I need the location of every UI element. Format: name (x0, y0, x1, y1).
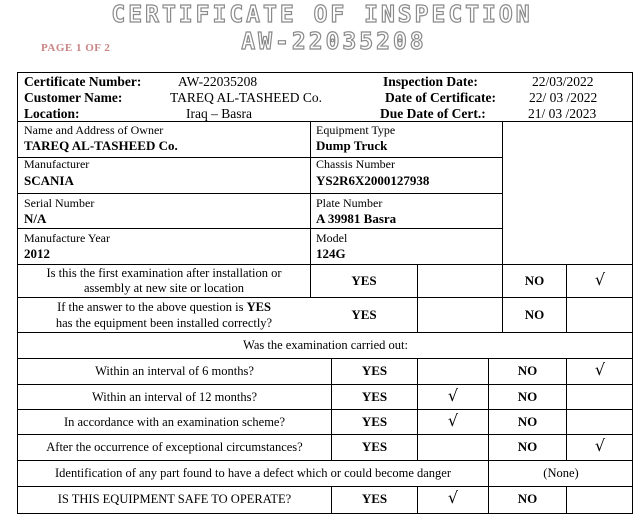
question-installed-yes-emphasis: YES (246, 300, 271, 314)
equipment-type-label: Equipment Type (316, 123, 396, 137)
cert-date-label: Date of Certificate: (385, 90, 496, 105)
customer-label: Customer Name: (24, 90, 123, 105)
divider (17, 228, 502, 229)
cert-date-value: 22/ 03 /2022 (529, 90, 598, 105)
equipment-type-value: Dump Truck (316, 138, 388, 153)
divider (17, 121, 633, 122)
question-first-exam-line2: assembly at new site or location (83, 281, 245, 295)
divider (17, 409, 633, 410)
exam-row-exceptional-no-check-icon: √ (594, 436, 606, 455)
location-label: Location: (24, 106, 80, 121)
divider (17, 297, 633, 298)
serial-label: Serial Number (24, 196, 95, 210)
exam-row-scheme-yes: YES (361, 414, 388, 429)
question-installed-line2: has the equipment been installed correctly? (55, 316, 273, 330)
safe-to-operate-question: IS THIS EQUIPMENT SAFE TO OPERATE? (57, 492, 292, 506)
divider (17, 157, 502, 158)
due-date-label: Due Date of Cert.: (380, 106, 486, 121)
model-value: 124G (316, 246, 346, 261)
exam-row-scheme-yes-check-icon: √ (447, 411, 459, 430)
divider (417, 264, 418, 332)
exam-row-exceptional-no: NO (517, 439, 538, 454)
certificate-title: CERTIFICATE OF INSPECTION (111, 2, 533, 28)
q2-yes-label: YES (351, 307, 377, 322)
exam-row-scheme: In accordance with an examination scheme? (63, 415, 286, 429)
q1-no-check-icon: √ (594, 270, 606, 289)
exam-row-6-months-no: NO (517, 363, 538, 378)
exam-row-scheme-no: NO (517, 414, 538, 429)
q2-no-label: NO (524, 307, 545, 322)
divider (17, 264, 633, 265)
page-indicator: PAGE 1 OF 2 (41, 42, 111, 54)
serial-value: N/A (24, 211, 47, 226)
q1-yes-label: YES (351, 273, 377, 288)
exam-row-12-months: Within an interval of 12 months? (91, 390, 258, 404)
divider (502, 121, 503, 264)
chassis-label: Chassis Number (316, 157, 395, 171)
defect-identification-label: Identification of any part found to have a defect which or could become danger (54, 466, 452, 480)
inspection-date-label: Inspection Date: (383, 74, 478, 89)
divider (17, 193, 502, 194)
exam-row-12-months-yes-check-icon: √ (447, 386, 459, 405)
exam-row-exceptional: After the occurrence of exceptional circumstances? (46, 440, 303, 454)
manufacturer-label: Manufacturer (24, 157, 90, 171)
examination-section-header: Was the examination carried out: (243, 338, 408, 352)
safe-no-label: NO (517, 491, 538, 506)
customer-value: TAREQ AL-TASHEED Co. (170, 90, 322, 105)
exam-row-exceptional-yes: YES (361, 439, 388, 454)
model-label: Model (316, 231, 348, 245)
divider (17, 358, 633, 359)
exam-row-12-months-no: NO (517, 389, 538, 404)
certificate-number-title: AW-22035208 (241, 29, 427, 55)
exam-row-6-months: Within an interval of 6 months? (95, 364, 254, 378)
chassis-value: YS2R6X2000127938 (316, 173, 430, 188)
location-value: Iraq – Basra (186, 106, 252, 121)
divider (417, 358, 418, 460)
exam-row-12-months-yes: YES (361, 389, 388, 404)
year-label: Manufacture Year (24, 231, 110, 245)
exam-row-6-months-yes: YES (361, 363, 388, 378)
divider (17, 384, 633, 385)
inspection-date-value: 22/03/2022 (532, 74, 594, 89)
manufacturer-value: SCANIA (24, 173, 74, 188)
divider (17, 460, 633, 461)
divider (17, 434, 633, 435)
safe-yes-check-icon: √ (447, 488, 459, 507)
divider (310, 121, 311, 297)
due-date-value: 21/ 03 /2023 (528, 106, 597, 121)
owner-value: TAREQ AL-TASHEED Co. (24, 138, 178, 153)
owner-label: Name and Address of Owner (24, 123, 164, 137)
defect-identification-value: (None) (543, 466, 579, 480)
exam-row-6-months-no-check-icon: √ (594, 360, 606, 379)
q1-no-label: NO (524, 273, 545, 288)
divider (17, 332, 633, 333)
cert-number-value: AW-22035208 (178, 74, 258, 89)
safe-yes-label: YES (361, 491, 388, 506)
cert-number-label: Certificate Number: (24, 74, 142, 89)
year-value: 2012 (24, 246, 50, 261)
question-installed-line1 (18, 300, 310, 314)
question-first-exam-line1: Is this the first examination after installation or (46, 266, 282, 280)
question-installed-text: If the answer to the above question is (57, 300, 247, 314)
divider (566, 486, 567, 514)
plate-value: A 39981 Basra (316, 211, 397, 226)
plate-label: Plate Number (316, 196, 383, 210)
divider (17, 486, 633, 487)
